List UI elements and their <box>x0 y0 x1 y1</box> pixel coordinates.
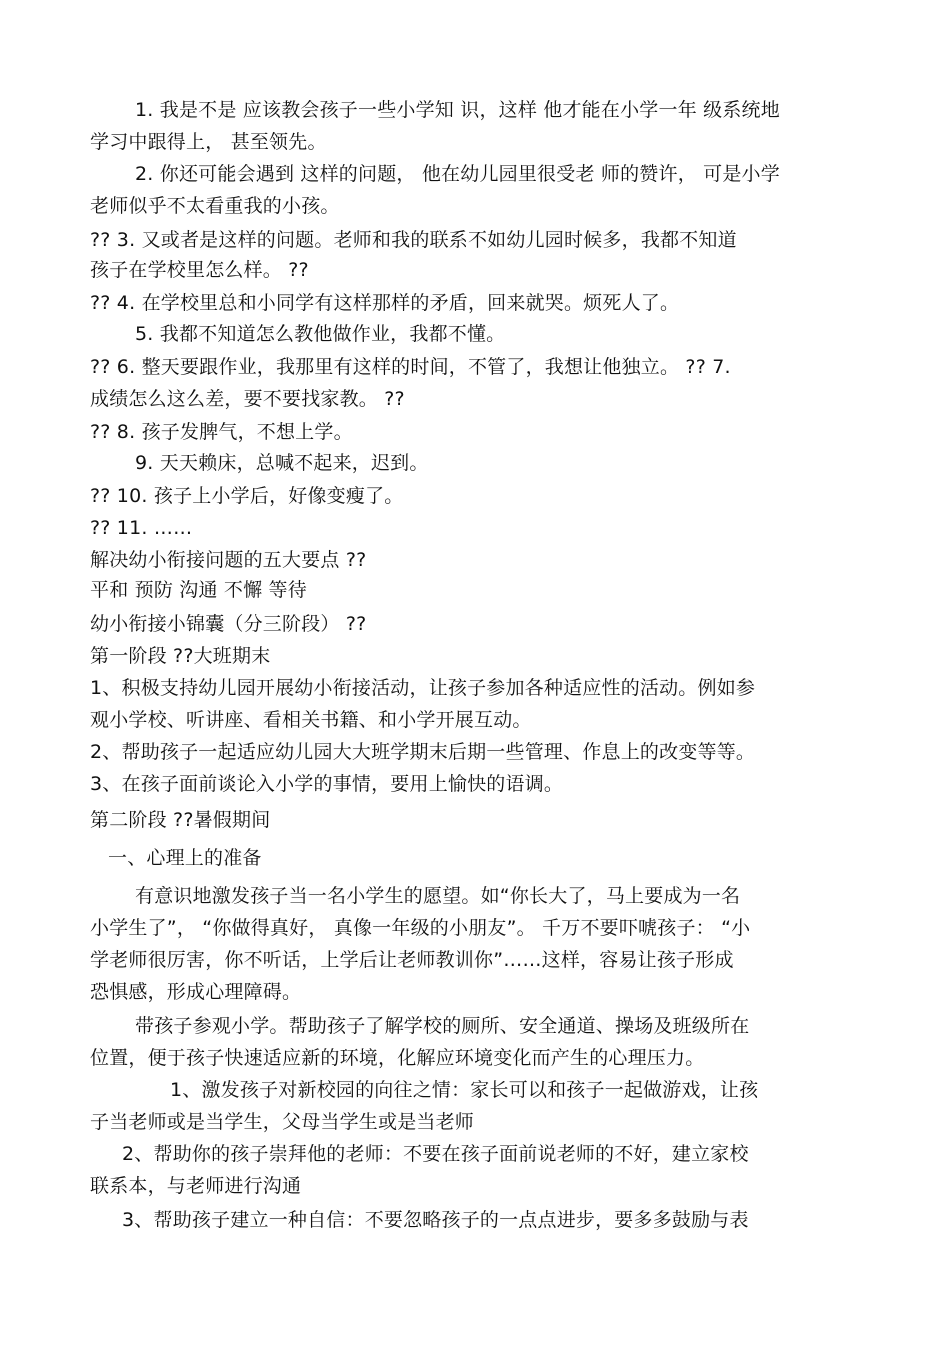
text-line: 子当老师或是当学生，父母当学生或是当老师 <box>90 1111 475 1133</box>
text-line: ?? 8. 孩子发脾气，不想上学。 <box>90 421 353 443</box>
text-line: 2、帮助你的孩子崇拜他的老师：不要在孩子面前说老师的不好，建立家校 <box>122 1143 749 1165</box>
text-line: 恐惧感，形成心理障碍。 <box>90 981 302 1003</box>
text-line: 孩子在学校里怎么样。 ?? <box>90 259 309 281</box>
text-line: 第二阶段 ??暑假期间 <box>90 809 271 831</box>
text-line: 有意识地激发孩子当一名小学生的愿望。如“你长大了，马上要成为一名 <box>135 885 741 907</box>
text-line: 1、激发孩子对新校园的向往之情：家长可以和孩子一起做游戏，让孩 <box>170 1079 759 1101</box>
text-line: ?? 4. 在学校里总和小同学有这样那样的矛盾，回来就哭。烦死人了。 <box>90 292 680 314</box>
text-line: 2、帮助孩子一起适应幼儿园大大班学期末后期一些管理、作息上的改变等等。 <box>90 741 756 763</box>
text-line: 1. 我是不是 应该教会孩子一些小学知 识，这样 他才能在小学一年 级系统地 <box>135 99 780 121</box>
text-line: 2. 你还可能会遇到 这样的问题， 他在幼儿园里很受老 师的赞许， 可是小学 <box>135 163 780 185</box>
text-line: 成绩怎么这么差，要不要找家教。 ?? <box>90 388 405 410</box>
text-line: ?? 11. …… <box>90 517 193 539</box>
text-line: 3、在孩子面前谈论入小学的事情，要用上愉快的语调。 <box>90 773 564 795</box>
text-line: ?? 3. 又或者是这样的问题。老师和我的联系不如幼儿园时候多，我都不知道 <box>90 229 737 251</box>
text-line: 平和 预防 沟通 不懈 等待 <box>90 579 307 601</box>
text-line: 老师似乎不太看重我的小孩。 <box>90 195 340 217</box>
text-line: ?? 10. 孩子上小学后，好像变瘦了。 <box>90 485 404 507</box>
text-line: 带孩子参观小学。帮助孩子了解学校的厕所、安全通道、操场及班级所在 <box>135 1015 750 1037</box>
text-line: 学习中跟得上， 甚至领先。 <box>90 131 327 153</box>
text-line: 学老师很厉害，你不听话，上学后让老师教训你”……这样，容易让孩子形成 <box>90 949 734 971</box>
text-line: 第一阶段 ??大班期末 <box>90 645 271 667</box>
text-line: ?? 6. 整天要跟作业，我那里有这样的时间，不管了，我想让他独立。 ?? 7. <box>90 356 731 378</box>
text-line: 9. 天天赖床，总喊不起来，迟到。 <box>135 452 429 474</box>
text-line: 观小学校、听讲座、看相关书籍、和小学开展互动。 <box>90 709 532 731</box>
text-line: 位置，便于孩子快速适应新的环境，化解应环境变化而产生的心理压力。 <box>90 1047 705 1069</box>
text-line: 联系本，与老师进行沟通 <box>90 1175 302 1197</box>
text-line: 解决幼小衔接问题的五大要点 ?? <box>90 549 367 571</box>
text-line: 3、帮助孩子建立一种自信：不要忽略孩子的一点点进步，要多多鼓励与表 <box>122 1209 749 1231</box>
text-line: 幼小衔接小锦囊（分三阶段） ?? <box>90 613 367 635</box>
text-line: 小学生了”， “你做得真好， 真像一年级的小朋友”。 千万不要吓唬孩子： “小 <box>90 917 751 939</box>
text-line: 一、心理上的准备 <box>108 847 262 869</box>
text-line: 1、积极支持幼儿园开展幼小衔接活动，让孩子参加各种适应性的活动。例如参 <box>90 677 756 699</box>
text-line: 5. 我都不知道怎么教他做作业，我都不懂。 <box>135 323 506 345</box>
